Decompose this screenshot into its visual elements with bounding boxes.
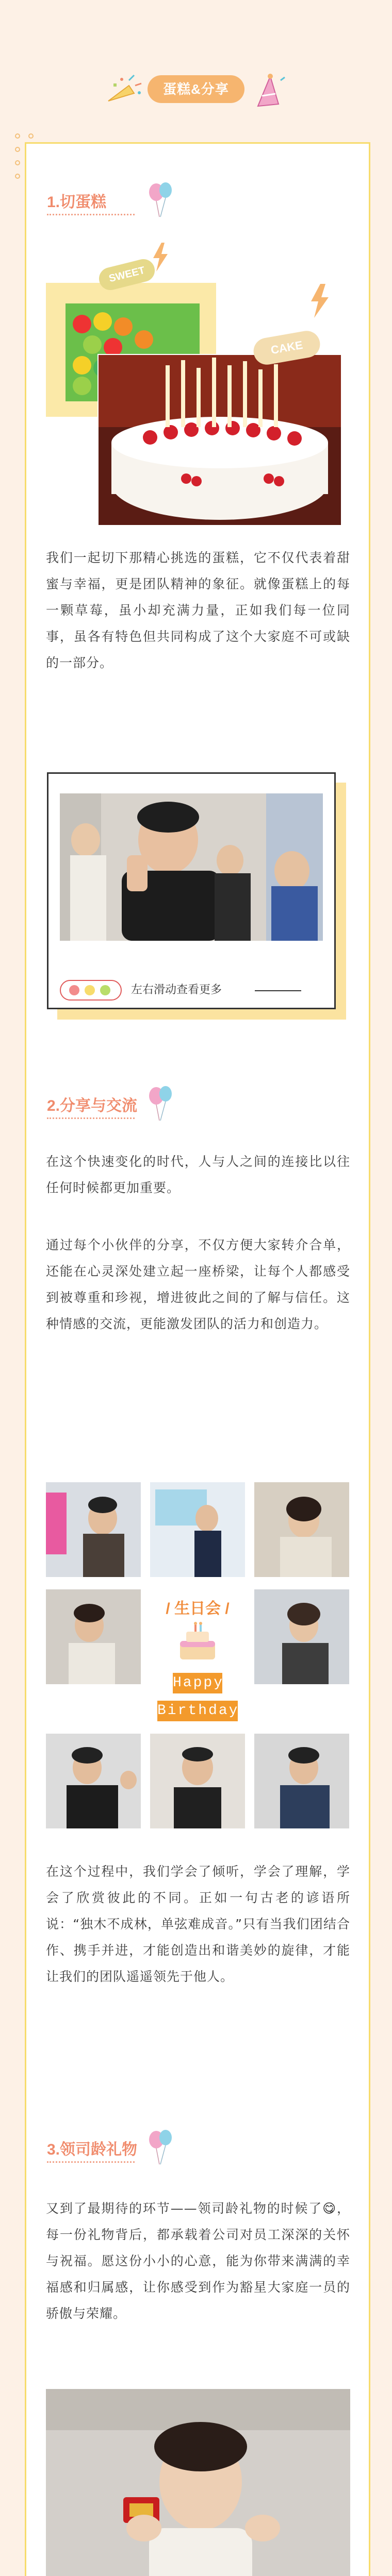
party-hat-icon xyxy=(248,70,289,111)
grid-photo-7 xyxy=(150,1734,245,1828)
balloon-icon xyxy=(145,2128,176,2166)
content-panel xyxy=(25,142,370,2576)
grid-photo-2 xyxy=(150,1482,245,1577)
grid-photo-1 xyxy=(46,1482,141,1577)
section-1-underline xyxy=(47,214,135,215)
swipe-hint-line xyxy=(255,990,301,991)
title-banner xyxy=(98,65,294,114)
cake-photo xyxy=(99,355,341,525)
birthday-text-label: Birthday xyxy=(157,1701,238,1721)
section-2-underline xyxy=(47,1117,135,1119)
section-1-paragraph: 我们一起切下那精心挑选的蛋糕，它不仅代表着甜蜜与幸福，更是团队精神的象征。就像蛋糕上的每一颗草莓，虽小却充满力量，正如我们每一位同事，虽各有特色但共同构成了这个大家庭不可或缺的一部分。 xyxy=(46,550,350,670)
grid-photo-5 xyxy=(254,1589,349,1684)
carousel-indicator[interactable] xyxy=(60,980,122,1001)
section-3-title: 3.领司龄礼物 xyxy=(47,2141,138,2158)
section-2-paragraph-2: 通过每个小伙伴的分享，不仅方便大家转介合单，还能在心灵深处建立起一座桥梁，让每个人都感受到被尊重和珍视，增进彼此之间的了解与信任。这种情感的交流，更能激发团队的活力和创造力。 xyxy=(46,1238,350,1331)
photo-card xyxy=(47,772,336,1009)
team-photo[interactable] xyxy=(60,793,323,941)
birthday-cake-icon xyxy=(171,1620,224,1664)
grid-photo-8 xyxy=(254,1734,349,1828)
grid-photo-6 xyxy=(46,1734,141,1828)
section-2-header xyxy=(47,1093,137,1124)
page-title: 蛋糕&分享 xyxy=(163,81,229,97)
lightning-icon-2 xyxy=(305,283,336,319)
birthday-label: / 生日会 / xyxy=(166,1600,230,1617)
lightning-icon xyxy=(150,242,171,273)
section-1-header xyxy=(47,189,106,220)
swipe-hint: 左右滑动查看更多 xyxy=(131,984,222,996)
sticker-cake: CAKE xyxy=(251,329,322,367)
grid-photo-4 xyxy=(46,1589,141,1684)
sticker-sweet: SWEET xyxy=(96,257,157,292)
balloon-icon xyxy=(145,181,176,219)
balloon-icon xyxy=(145,1084,176,1123)
section-2-paragraph-3: 在这个过程中，我们学会了倾听，学会了理解，学会了欣赏彼此的不同。正如一句古老的谚语所说：“独木不成林，单弦难成音。”只有当我们团结合作、携手并进，才能创造出和谐美妙的旋律，才能让我们的团队遥遥领先于他人。 xyxy=(46,1864,350,1984)
happy-label: Happy xyxy=(173,1673,222,1693)
section-2-paragraph-1: 在这个快速变化的时代，人与人之间的连接比以往任何时候都更加重要。 xyxy=(46,1154,350,1195)
section-1-title: 1.切蛋糕 xyxy=(47,194,107,211)
section-3-underline xyxy=(47,2161,135,2163)
party-popper-icon xyxy=(103,70,144,111)
grid-photo-3 xyxy=(254,1482,349,1577)
gift-photo xyxy=(46,2389,350,2576)
section-3-paragraph: 又到了最期待的环节——领司龄礼物的时候了😋，每一份礼物背后，都承载着公司对员工深深的关怀与祝福。愿这份小小的心意，能为你带来满满的幸福感和归属感，让你感受到作为豁星大家庭一员的骄傲与荣耀。 xyxy=(46,2201,350,2321)
section-3-header xyxy=(47,2137,137,2167)
section-2-title: 2.分享与交流 xyxy=(47,1097,138,1114)
